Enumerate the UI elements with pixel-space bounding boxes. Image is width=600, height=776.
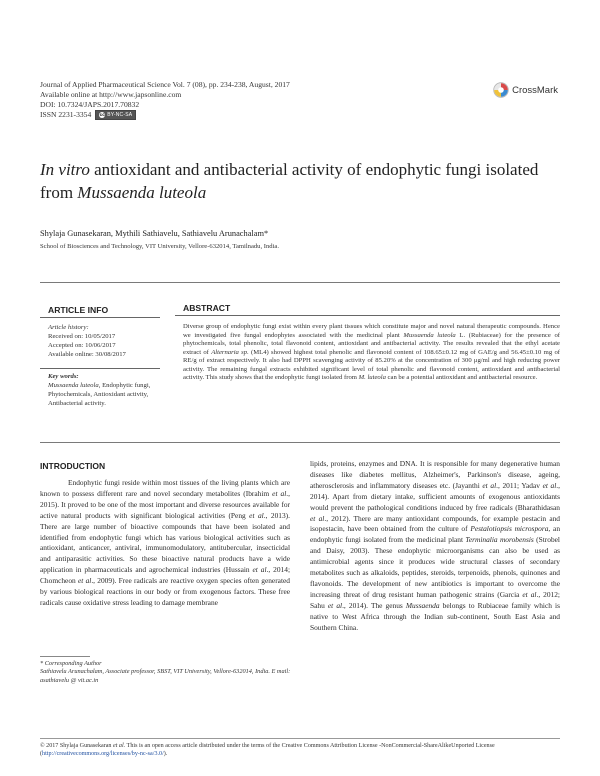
et-al: et al	[482, 480, 497, 490]
text-run: lipids, proteins, enzymes and DNA. It is responsible for many degenerative human diseases like diabetes mellitus, Alzheimer's, Parkinson's disease, ageing, atherosclerosis and inflammatory diseases etc. (Jayanthi	[310, 459, 560, 490]
text-run: ., 2014). The genus	[342, 600, 406, 610]
intro-paragraph-2	[310, 459, 560, 634]
text-run: belongs to Rubiaceae family which is native to West Africa through the Indian sub-continent, South East Asia and Southern China.	[310, 600, 560, 632]
et-al: et al	[252, 565, 267, 575]
journal-meta	[40, 80, 290, 120]
cc-license-badge[interactable]	[95, 110, 136, 120]
footnote-rule	[40, 656, 90, 657]
keywords	[48, 372, 158, 408]
license-middle: This is an open access article distributed under the terms of the Creative Commons Attribution License -NonCommercial-ShareAlikeUnported License (	[40, 743, 495, 757]
received-date: Received on: 10/05/2017	[48, 333, 116, 341]
abstract-italic-2: Alternaria sp.	[211, 348, 249, 356]
journal-citation: Journal of Applied Pharmaceutical Science Vol. 7 (08), pp. 234-238, August, 2017	[40, 80, 290, 89]
text-run: ., 2011; Yadav	[496, 480, 543, 490]
footnote	[40, 660, 292, 685]
crossmark-badge[interactable]	[493, 82, 558, 98]
text-run: , an endophytic fungi isolated from the medicinal plant	[310, 524, 561, 545]
abstract-italic-3: M. luteola	[358, 374, 386, 382]
text-run: ., 2012; Sahu	[310, 589, 560, 610]
article-title	[40, 158, 560, 204]
cc-icon: cc	[99, 112, 105, 117]
abstract-s3: (ML4) showed highest total phenolic and flavonoid content of 108.65±0.12 mg of GAE/g and 56.45±0.10 mg of RE/g of extract respectively. It also had DPPH scavenging activity of 85.20% at the concentration of 300 μg/ml and high reducing power activity. The remaining fungal extracts exhibited significant level of total phenolic and flavonoid content, antioxidant and antibacterial activity. This study shows that the endophytic fungi isolated from	[183, 348, 560, 382]
abstract-s2: L. (Rubiaceae) for the presence of phytochemicals, total phenolic, total flavonoid content, antioxidant and antibacterial activity. The results revealed that the ethyl acetate extract of	[183, 331, 560, 356]
intro-right-column	[310, 459, 560, 634]
crossmark-icon	[493, 82, 509, 98]
text-run: ., 2013). There are large number of bioactive compounds that have been isolated and identified from endophytic fungi which has various biological activities such as antioxidant, anticancer, antiviral, immunomodulatory, antitubercular, insecticidal and antiparasitic activities. So these bioactive natural products have a wide application in pharmaceuticals and agrochemical industries (Hussain	[40, 510, 290, 575]
text-run: (Strobel and Daisy, 2003). These endophytic microorganisms can also be used as antimicrobial agents since it produces wide structural classes of secondary metabolites such as alkaloids, peptides, steroids, terpenoids, phenols, quinones and flavonoids. The development of new antibiotics is important to overcome the increasing threat of drug resistant human pathogenic strains (Garcia	[310, 535, 560, 599]
article-info-heading: ARTICLE INFO	[48, 305, 109, 315]
genus-name: Mussaenda	[405, 600, 440, 610]
et-al: et al	[77, 576, 92, 586]
footnote-text: Sathiavelu Arunachalam, Associate professor, SBST, VIT University, Vellore-632014, India. E mail: asathiavelu @ vit.ac.in	[40, 668, 291, 684]
license-et-al: et al.	[113, 743, 126, 749]
text-run: ., 2014; Chomcheon	[40, 565, 290, 586]
title-italic-2: Mussaenda luteola	[77, 183, 207, 202]
et-al: et al	[310, 513, 325, 523]
introduction-heading: INTRODUCTION	[40, 461, 106, 471]
abstract-italic-1: Mussaenda luteola	[403, 331, 456, 339]
et-al: et al	[272, 488, 287, 498]
text-run: Endophytic fungi reside within most tissues of the living plants which are known to possess different rare and novel secondary metabolites (Ibrahim	[40, 478, 290, 498]
journal-issn: ISSN 2231-3354	[40, 110, 92, 119]
license-rule	[40, 738, 560, 739]
divider-abstract	[175, 315, 560, 316]
text-run: ., 2012). There are many antioxidant compounds, for example pestacin and isopestacin, have been obtained from the culture of	[310, 513, 560, 534]
keywords-label: Key words:	[48, 373, 79, 380]
divider-keywords	[40, 368, 160, 369]
et-al: et al	[327, 600, 343, 610]
cc-badge-text: BY-NC-SA	[107, 112, 133, 118]
license-prefix: © 2017 Shylaja Gunasekaran	[40, 743, 113, 749]
history-label: Article history:	[48, 324, 89, 331]
abstract-text	[183, 323, 560, 383]
license-text	[40, 742, 560, 758]
et-al: et al	[542, 480, 557, 490]
journal-doi[interactable]: DOI: 10.7324/JAPS.2017.70832	[40, 100, 140, 109]
text-run: ., 2009). Free radicals are reactive oxygen species often generated by various biological reactions in our body or from exogenous factors. These free radicals cause oxidative stress leading to damage membrane	[40, 576, 290, 607]
title-italic-1: In vitro	[40, 160, 90, 179]
abstract-s4: can be a potential antioxidant and antibacterial resource.	[385, 374, 538, 382]
journal-available[interactable]: Available online at http://www.japsonline.com	[40, 90, 182, 99]
divider-article-info	[40, 317, 160, 318]
intro-paragraph-1	[40, 478, 290, 609]
footnote-label: * Corresponding Author	[40, 660, 102, 667]
crossmark-label: CrossMark	[512, 84, 558, 96]
license-link[interactable]: http://creativecommons.org/licenses/by-nc-sa/3.0/	[42, 751, 164, 757]
et-al: et al	[522, 589, 537, 599]
text-run: ., 2015). It proved to be one of the most important and diverse resources available for active natural products with significant biological activities (Peng	[40, 488, 290, 520]
et-al: et al	[249, 510, 264, 520]
species-name: Pestalotiopsis microspora	[470, 524, 549, 534]
license-suffix: ).	[163, 751, 168, 757]
intro-left-column	[40, 478, 290, 609]
divider-top	[40, 282, 560, 283]
text-run: ., 2014). Apart from dietary intake, sufficient amounts of exogenous antioxidants would prevent the pathological conditions induced by free radicals (Bharathidasan	[310, 480, 560, 512]
article-history	[48, 323, 160, 359]
species-name: Terminalia morobensis	[465, 535, 534, 545]
title-main: antioxidant and antibacterial activity of endophytic fungi isolated from	[40, 160, 539, 202]
available-date: Available online: 30/08/2017	[48, 351, 126, 359]
keyword-italic: Mussaenda luteola	[48, 382, 99, 390]
abstract-heading: ABSTRACT	[183, 303, 231, 313]
affiliation: School of Biosciences and Technology, VIT University, Vellore-632014, Tamilnadu, India.	[40, 243, 279, 250]
divider-mid	[40, 442, 560, 443]
keywords-list	[48, 381, 158, 408]
abstract-s1: Diverse group of endophytic fungi exist within every plant tissues which constitute major and novel natural therapeutic compounds. Hence we investigated five fungal endophytes associated with the medicinal plant	[183, 323, 560, 339]
keywords-rest: , Endophytic fungi, Phytochemicals, Antioxidant activity, Antibacterial activity.	[48, 382, 151, 408]
authors: Shylaja Gunasekaran, Mythili Sathiavelu, Sathiavelu Arunachalam*	[40, 229, 269, 238]
issn-row	[40, 110, 290, 120]
accepted-date: Accepted on: 10/06/2017	[48, 342, 116, 350]
